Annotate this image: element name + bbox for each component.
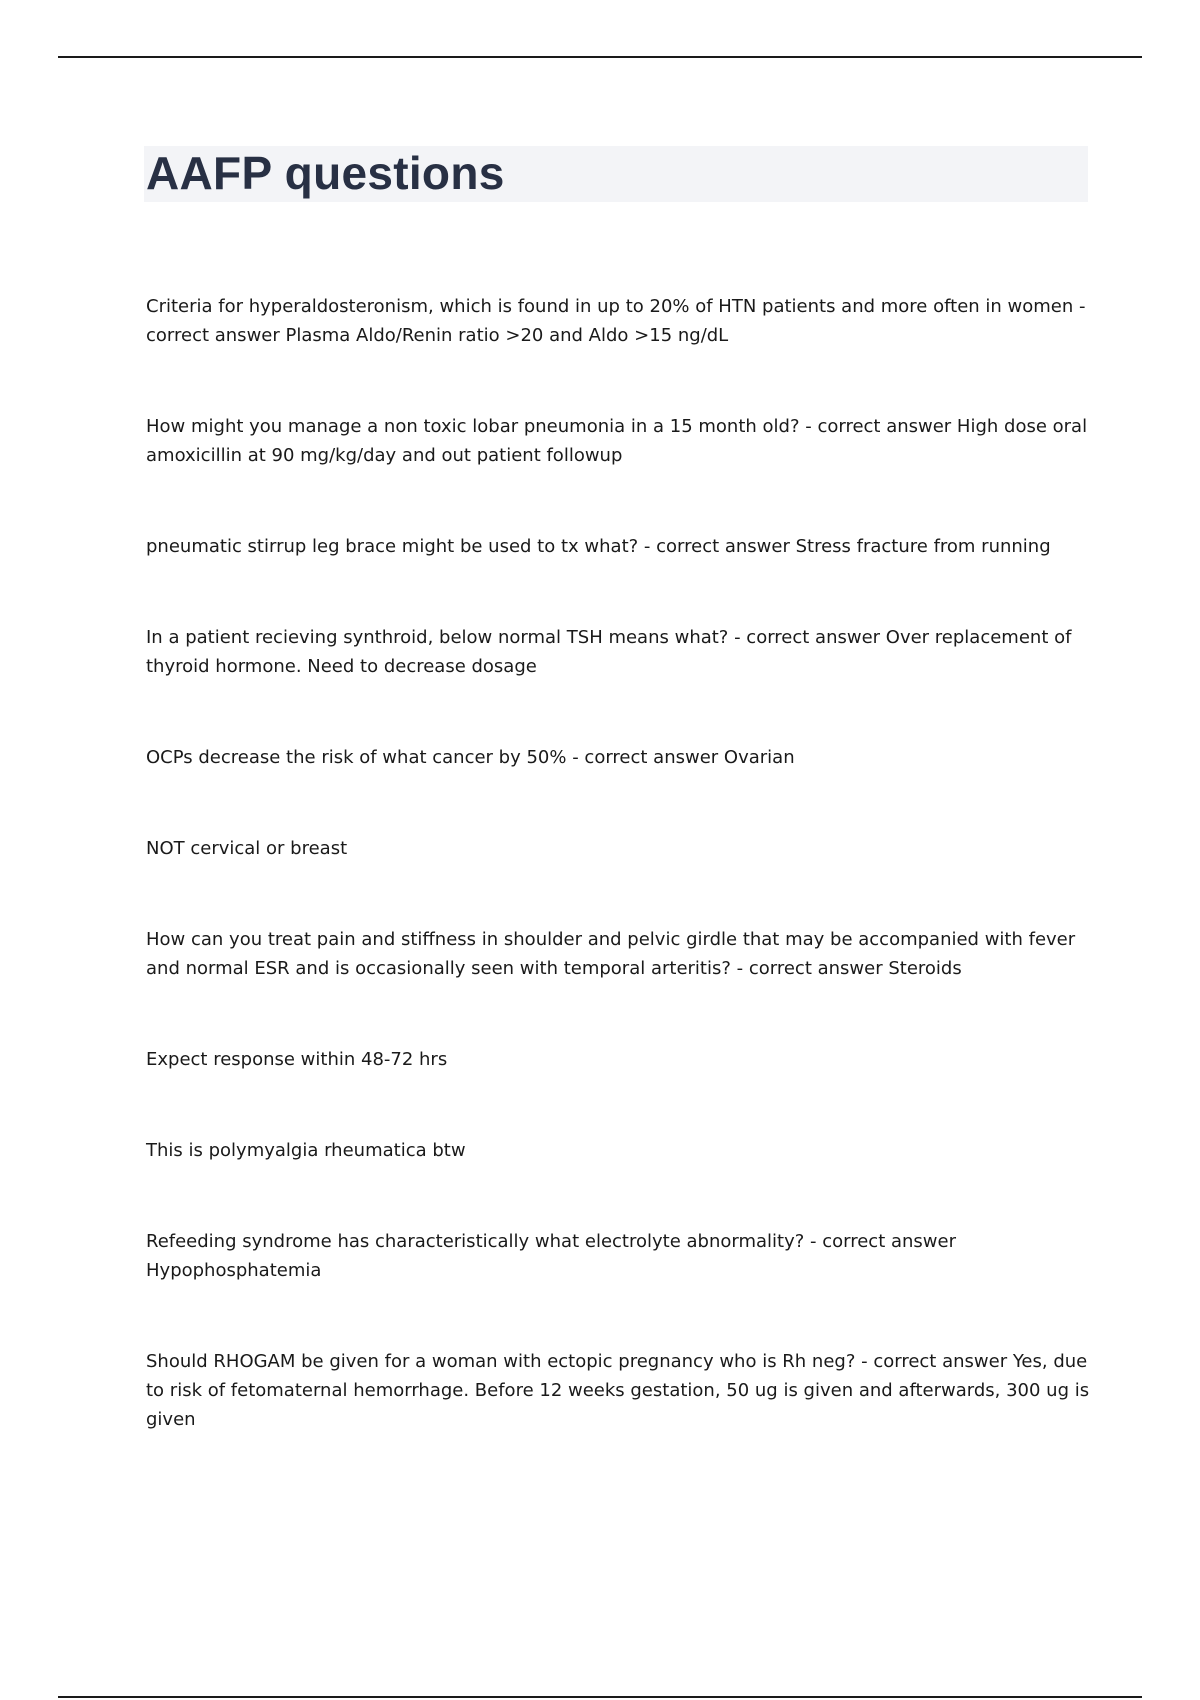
qa-paragraph-2: How might you manage a non toxic lobar pneumonia in a 15 month old? - correct answer High dose oral amoxicillin at 90 mg/kg/day and out patient followup (146, 416, 1088, 466)
document-body (146, 292, 1096, 1434)
qa-paragraph-3: pneumatic stirrup leg brace might be used to tx what? - correct answer Stress fracture from running (146, 536, 1051, 557)
qa-paragraph-11: Should RHOGAM be given for a woman with ectopic pregnancy who is Rh neg? - correct answer Yes, due to risk of fetomaternal hemorrhage. Before 12 weeks gestation, 50 ug is given and afterwards, 300 ug is given (146, 1351, 1090, 1430)
qa-paragraph-10: Refeeding syndrome has characteristically what electrolyte abnormality? - correct answer Hypophosphatemia (146, 1231, 956, 1281)
note-paragraph-8: Expect response within 48-72 hrs (146, 1049, 448, 1070)
bottom-rule (58, 1696, 1142, 1698)
note-paragraph-9: This is polymyalgia rheumatica btw (146, 1140, 466, 1161)
qa-paragraph-4: In a patient recieving synthroid, below normal TSH means what? - correct answer Over replacement of thyroid hormone. Need to decrease dosage (146, 627, 1072, 677)
qa-paragraph-7: How can you treat pain and stiffness in shoulder and pelvic girdle that may be accompanied with fever and normal ESR and is occasionally seen with temporal arteritis? - correct answer Steroids (146, 929, 1076, 979)
qa-paragraph-1: Criteria for hyperaldosteronism, which is found in up to 20% of HTN patients and more often in women - correct answer Plasma Aldo/Renin ratio >20 and Aldo >15 ng/dL (146, 296, 1086, 346)
qa-paragraph-5: OCPs decrease the risk of what cancer by 50% - correct answer Ovarian (146, 747, 795, 768)
top-rule (58, 56, 1142, 58)
page-title: AAFP questions (146, 147, 505, 199)
note-paragraph-6: NOT cervical or breast (146, 838, 348, 859)
